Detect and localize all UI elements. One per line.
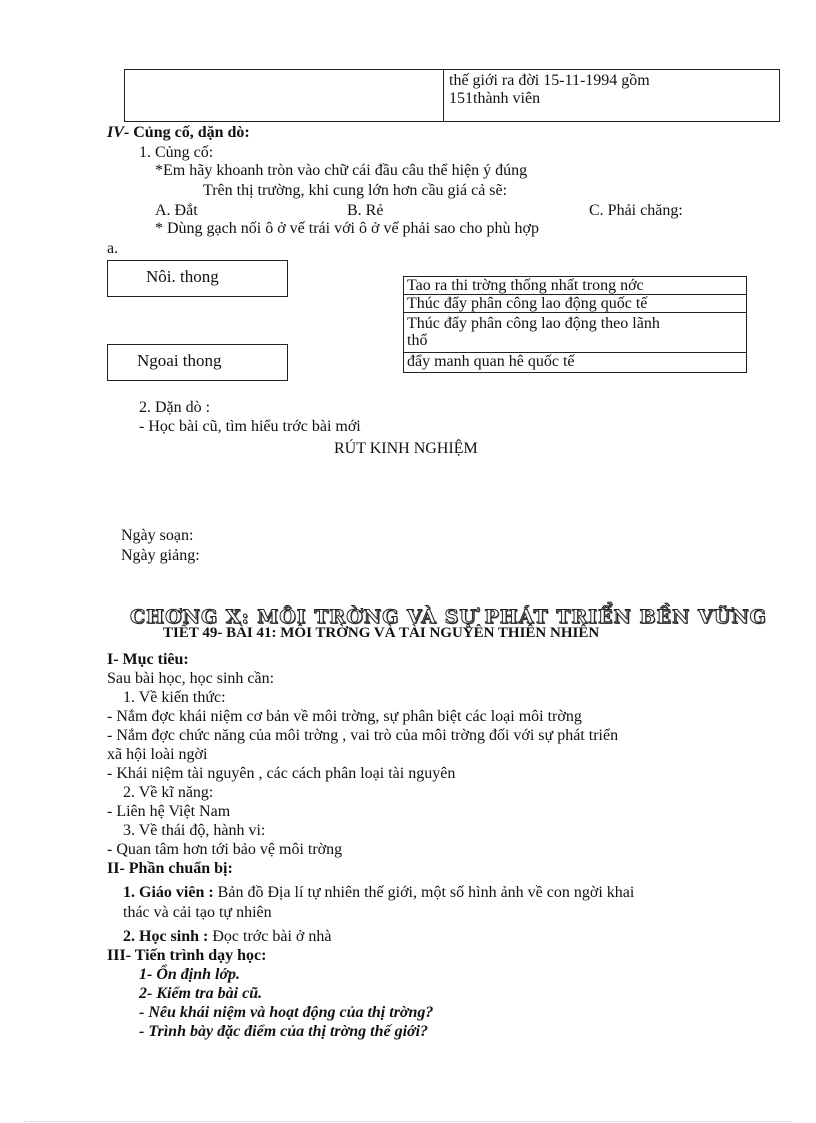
student-line — [123, 928, 331, 946]
cung-co-title: 1. Củng cố: — [139, 144, 214, 161]
section-ii-heading: II- Phần chuẩn bị: — [107, 860, 233, 877]
right-cell-4 — [403, 352, 747, 373]
knowledge-1: - Nắm đợc khái niệm cơ bản về môi trờng, sự phân biệt các loại môi trờng — [107, 708, 582, 725]
skills-1: - Liên hệ Việt Nam — [107, 803, 231, 820]
right-cell-3-line1: Thúc đẩy phân công lao động theo lãnh — [407, 315, 660, 332]
step-1: 1- Ổn định lớp. — [139, 966, 241, 983]
step-2: 2- Kiểm tra bài cũ. — [139, 985, 263, 1002]
knowledge-2: - Nắm đợc chức năng của môi trờng , vai trò của môi trờng đối với sự phát triển — [107, 727, 619, 744]
section-iii-heading: III- Tiến trình dạy học: — [107, 947, 267, 964]
experience-title: RÚT KINH NGHIỆM — [334, 440, 478, 457]
knowledge-2b: xã hội loài ngời — [107, 746, 208, 763]
option-b: B. Rẻ — [347, 202, 384, 219]
left-box-noi-thuong-label: Nôi. thong — [146, 267, 219, 286]
right-cell-1 — [403, 276, 747, 295]
skills-title: 2. Về kĩ năng: — [123, 784, 214, 801]
student-label: 2. Học sinh : — [123, 928, 213, 945]
teacher-text: Bản đồ Địa lí tự nhiên thế giới, một số hình ảnh về con ngời khai — [217, 884, 635, 901]
question-1: - Nêu khái niệm và hoạt động của thị trờng? — [139, 1004, 434, 1021]
attitude-1: - Quan tâm hơn tới bảo vệ môi trờng — [107, 841, 343, 858]
section-iv-number: IV — [107, 124, 124, 141]
right-cell-2-text: Thúc đẩy phân công lao động quốc tế — [407, 295, 648, 312]
lesson-title: TIẾT 49- BÀI 41: MÔI TRỜNG VÀ TÀI NGUYÊN THIÊN NHIÊN — [163, 625, 600, 641]
cung-co-prompt: *Em hãy khoanh tròn vào chữ cái đầu câu thể hiện ý đúng — [155, 162, 528, 179]
teacher-line-2: thác và cải tạo tự nhiên — [123, 904, 272, 921]
knowledge-title: 1. Về kiến thức: — [123, 689, 226, 706]
section-iv-text: - Củng cố, dặn dò: — [123, 124, 250, 141]
top-table-right-line2: 151thành viên — [449, 90, 541, 107]
student-text: Đọc trớc bài ở nhà — [212, 928, 332, 945]
attitude-title: 3. Về thái độ, hành vi: — [123, 822, 266, 839]
matching-prompt: * Dùng gạch nối ô ở vế trái với ô ở vế phải sao cho phù hợp — [155, 220, 539, 237]
homework-line: - Học bài cũ, tìm hiểu trớc bài mới — [139, 418, 361, 435]
right-cell-1-text: Tao ra thi trờng thống nhất trong nớc — [407, 277, 644, 294]
right-cell-4-text: đẩy manh quan hê quốc tế — [407, 353, 575, 370]
teacher-line — [123, 884, 634, 902]
teacher-label: 1. Giáo viên : — [123, 884, 218, 901]
right-cell-3-line2: thổ — [407, 332, 428, 349]
section-i-intro: Sau bài học, học sinh cần: — [107, 670, 275, 687]
right-cell-3 — [403, 312, 747, 353]
top-table-divider — [443, 69, 444, 122]
cung-co-question: Trên thị trường, khi cung lớn hơn cầu giá cả sẽ: — [203, 182, 508, 199]
option-a: A. Đắt — [155, 202, 198, 219]
page-bottom-rule — [24, 1121, 792, 1122]
option-c: C. Phải chăng: — [589, 202, 683, 219]
section-iv-heading — [107, 124, 250, 142]
chapter-title: CHƠNG X: MÔI TRỜNG VÀ SỰ PHÁT TRIỂN BỀN VỮNG — [130, 606, 767, 628]
knowledge-3: - Khái niệm tài nguyên , các cách phân loại tài nguyên — [107, 765, 456, 782]
date-soan: Ngày soạn: — [121, 527, 194, 544]
homework-title: 2. Dặn dò : — [139, 399, 211, 416]
left-box-ngoai-thuong-label: Ngoai thong — [137, 351, 222, 370]
label-a: a. — [107, 240, 119, 257]
question-2: - Trình bày đặc điểm của thị trờng thế giới? — [139, 1023, 429, 1040]
section-i-heading: I- Mục tiêu: — [107, 651, 189, 668]
top-table-right-line1: thế giới ra đời 15-11-1994 gồm — [449, 72, 650, 89]
right-cell-2 — [403, 294, 747, 313]
date-giang: Ngày giảng: — [121, 547, 200, 564]
